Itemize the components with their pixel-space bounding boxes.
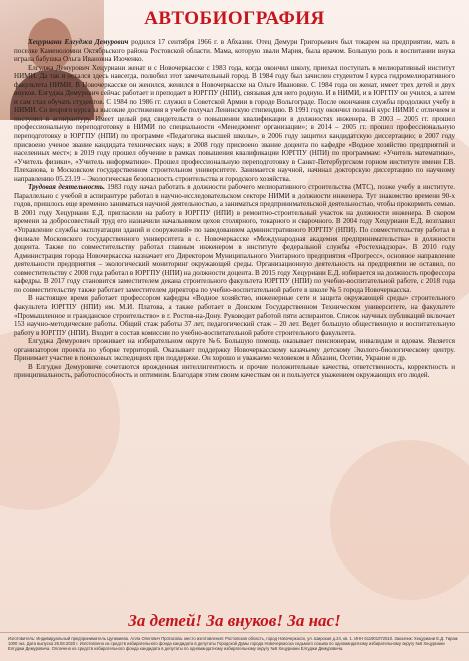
biography-paragraph <box>14 38 455 64</box>
biography-text <box>14 38 455 380</box>
biography-paragraph <box>14 337 455 363</box>
biography-paragraph <box>14 64 455 184</box>
biography-paragraph <box>14 294 455 337</box>
paragraph-lead: Хецуриани Елгуджа Демурович <box>28 38 129 46</box>
paragraph-text: Елгуджа Демурович проживает на избирательном округе №6. Большую помощь оказывает пенсионерам, инвалидам и вдовам. Является организатором проекта по уборке территорий. Оказывает поддержку Новочеркасскому казачьему детскому Эколого-биологическому центру. Принимает участие в поисковых экспедициях при поддержке. Он хорошо и уважаемо человеком в Абхазии, Осетии, Украине и др. <box>14 337 455 363</box>
paragraph-text: родился 17 сентября 1966 г. в Абхазии. Отец Демури Григорьевич был токарем на предприятии, мать в поселке Каменоломни Октябрьского района Ростовской области. Мама, которую звали Мария, была врачом. Большую роль в воспитании внука играла бабушка Ольга Ивановна Изоченко. <box>14 38 455 64</box>
biography-paragraph <box>14 363 455 380</box>
paragraph-text: В настоящее время работает профессором кафедры «Водное хозяйство, инженерные сети и защита окружающей среды» строительного факультета ЮРГПУ (НПИ) им. М.И. Платова, а также работает в Донском Государственном Техническом университете, на факультете «Промышленное и гражданское строительство» в г. Ростов-на-Дону. Руководит работой пяти аспирантов. Список научных публикаций включает 153 научно-методические работы. Общий стаж работы 37 лет, педагогический стаж – 20 лет. Ведет большую общественную и воспитательную работу в ЮРГПУ (НПИ). Входит в состав комиссии по учебно-воспитательной работе строительного факультета. <box>14 294 455 337</box>
page-title: АВТОБИОГРАФИЯ <box>144 8 325 29</box>
decorative-circle <box>330 440 469 600</box>
paragraph-text: 1983 году начал работать в должности рабочего мелиоративного строительства (МТС), позже учебу в институте. Параллельно с учебой в аспирантуре работал в научно-исследовательском секторе НИМИ в должности инженера. Тут знакомство времени 90-х годов, пришлось еще временно заниматься научной деятельностью, а заниматься предпринимательской деятельностью, чтобы прокормить семью. В 2001 году Хецуриани Е.Д. пригласили на работу в ЮРГПУ (НПИ) в ремонтно-строительный участок на должности инженера. В скором времени за добросовестный труд его назначили начальником цехов столярного, токарного и сварочного. В 2004 году Хецуриани Е.Д. возглавил «Управление службы эксплуатации зданий и сооружений» по заведованием административного ЮРГПУ (НПИ). По совместительству работал в филиале Московского государственного университета в с. Новочеркасске «Международная академия предпринимательства» в должности доцента. Также по совместительству работал главным инженером в институте федеральной службы «Ростехнадзора». В 2010 году Администрация города Новочеркасска назначает его Директором Муниципального Унитарного предприятия «Прогресс», основное направление деятельности предприятия – экологический мониторинг окружающей среды. Организационную деятельность на предприятии не оставил, по совместительству с 2008 года работал в ЮРГПУ (НПИ) на должности доцента. В 2015 году Хецуриани Е.Д. избирается на должность профессора кафедры. В 2017 году становится заместителем декана строительного факультета ЮРГПУ (НПИ) по учебно-воспитательной работе, с 2018 года по совместительству также работает заместителем директора по учебно-воспитательной работе в школе № 5 города Новочеркасска. <box>14 183 455 294</box>
paragraph-text: Елгуджа Демурович Хецуриани женат и с Новочеркасске с 1983 года, когда окончил школу, приехал поступать в мелиоративный институт НИМИ. Да так и остался здесь навсегда, полюбил этот замечательный город. В 1984 году был зачислен студентом I курса гидромелиоративного факультета НИМИ. В Новочеркасске он женился, женился в Новочеркасске на Ольге Ивановне. С 1984 года он женат, имеет трех детей и двух внуков. Елгуджа Демурович сейчас работает и преподает в ЮРГПУ (НПИ), связывая для него родную. И в НИМИ, и в ЮРГПУ он учился, а затем и сам стал обучать студентов. С 1984 по 1986 гг. служил в Советской Армии в городе Вольгограде. После окончания службы продолжил учебу в НИМИ. Со второго курса за высокие достижения в учебе получал Ленинскую стипендию. В 1991 году окончил полный курс НИМИ с отличием и поступил в аспирантуру. Имеет целый ряд свидетельств о повышении квалификации в должностях инженера. В 2003 – 2005 гг. прошел профессиональную переподготовку в НИМИ по специальности «Менеджмент организации»; в 2014 – 2005 гг. прошел профессиональную переподготовку в ЮРГПУ (НПИ) по программе «Педагогика высшей школы», в 2006 году защитил кандидатскую диссертацию; в 2007 году присвоено ученое звание кандидата технических наук; в 2008 году присвоено звание доцента по кафедре «Водное хозяйство предприятий и населенных мест»; в 2019 году прошел обучение в рамках повышения квалификации ЮРГПУ (НПИ) по программам: «Учитель математики», «Учитель физики», «Учитель информатики». Прошел профессиональную переподготовку в Санкт-Петербургском горном институте имени Г.В. Плеханова, в Московском государственном строительном университете. Занимается научной, начинал докторскую диссертацию по научному направлению 05.23.19 – Экологическая безопасность строительства и городского хозяйства. <box>14 63 455 183</box>
slogan: За детей! За внуков! За нас! <box>128 611 341 630</box>
paragraph-text: В Елгудже Демуровиче сочетаются врожденная интеллигентность и прочие положительные качества, ответственность, корректность и принципиальность, работоспособность и оптимизм. Благодаря этим своим качествам он и пользуется уважением окружающих его людей. <box>14 362 455 380</box>
paragraph-lead: Трудовая деятельность. <box>28 183 105 192</box>
imprint-text: Изготовитель: Индивидуальный предприниматель Цупикиева. Алла Олегович Протасова. место изготовления: Ростовская область, город Новочеркасск, ул. Широкая д.24, кв. 1. ИНН 611901072510. Заказчик: Хецуриани Е.Д. Тираж 1000 экз. Дата выпуска 26.08.2020 г. Изготовлено из средств избирательного фонда кандидата в депутаты Городской Думы города Новочеркасска седьмого созыва по одномандатному избирательному округу №6 Хецуриани Елгуджи Демуровича. Оплачено из средств избирательного фонда кандидата в депутаты по одномандатному избирательному округу №6 Хецуриани Елгуджи Демуровича. <box>8 636 458 652</box>
biography-paragraph <box>14 183 455 294</box>
divider <box>0 632 469 633</box>
